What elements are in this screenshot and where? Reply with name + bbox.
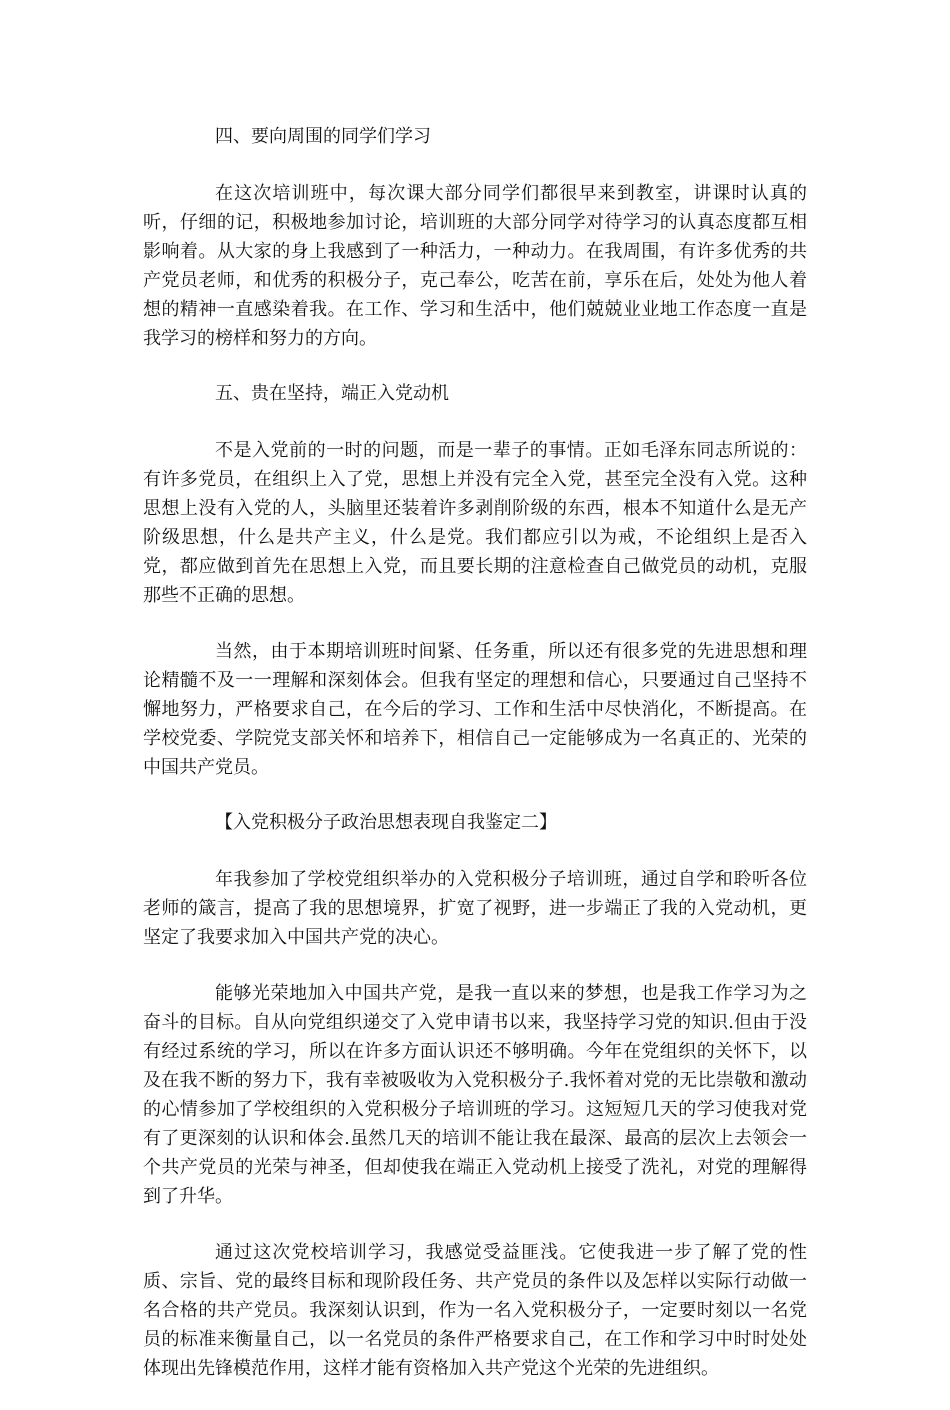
paragraph-conclusion: 当然，由于本期培训班时间紧、任务重，所以还有很多党的先进思想和理论精髓不及一一理解和深刻体会。但我有坚定的理想和信心，只要通过自己坚持不懈地努力，严格要求自己，在今后的学习、工作和生活中尽快消化，不断提高。在学校党委、学院党支部关怀和培养下，相信自己一定能够成为一名真正的、光荣的中国共产党员。 [143, 641, 807, 778]
paragraph-learn-from-classmates: 在这次培训班中，每次课大部分同学们都很早来到教室，讲课时认真的听，仔细的记，积极地参加讨论，培训班的大部分同学对待学习的认真态度都互相影响着。从大家的身上我感到了一种活力，一种动力。在我周围，有许多优秀的共产党员老师，和优秀的积极分子，克己奉公，吃苦在前，享乐在后，处处为他人着想的精神一直感染着我。在工作、学习和生活中，他们兢兢业业地工作态度一直是我学习的榜样和努力的方向。 [143, 183, 807, 349]
paragraph-training-benefit: 通过这次党校培训学习，我感觉受益匪浅。它使我进一步了解了党的性质、宗旨、党的最终目标和现阶段任务、共产党员的条件以及怎样以实际行动做一名合格的共产党员。我深刻认识到，作为一名入党积极分子，一定要时刻以一名党员的标准来衡量自己，以一名党员的条件严格要求自己，在工作和学习中时时处处体现出先锋模范作用，这样才能有资格加入共产党这个光荣的先进组织。 [143, 1242, 807, 1379]
paragraph-party-dream: 能够光荣地加入中国共产党，是我一直以来的梦想，也是我工作学习为之奋斗的目标。自从向党组织递交了入党申请书以来，我坚持学习党的知识.但由于没有经过系统的学习，所以在许多方面认识还不够明确。今年在党组织的关怀下，以及在我不断的努力下，我有幸被吸收为入党积极分子.我怀着对党的无比崇敬和激动的心情参加了学校组织的入党积极分子培训班的学习。这短短几天的学习使我对党有了更深刻的认识和体会.虽然几天的培训不能让我在最深、最高的层次上去领会一个共产党员的光荣与神圣，但却使我在端正入党动机上接受了洗礼，对党的理解得到了升华。 [143, 983, 807, 1207]
essay-two-title: 【入党积极分子政治思想表现自我鉴定二】 [215, 812, 557, 833]
paragraph-training-intro: 年我参加了学校党组织举办的入党积极分子培训班，通过自学和聆听各位老师的箴言，提高了我的思想境界，扩宽了视野，进一步端正了我的入党动机，更坚定了我要求加入中国共产党的决心。 [143, 869, 807, 948]
document-body [143, 123, 807, 1410]
paragraph-party-motivation: 不是入党前的一时的问题，而是一辈子的事情。正如毛泽东同志所说的：有许多党员，在组织上入了党，思想上并没有完全入党，甚至完全没有入党。这种思想上没有入党的人，头脑里还装着许多剥削阶级的东西，根本不知道什么是无产阶级思想，什么是共产主义，什么是党。我们都应引以为戒，不论组织上是否入党，都应做到首先在思想上入党，而且要长期的注意检查自己做党员的动机，克服那些不正确的思想。 [143, 440, 807, 606]
section-heading-4: 四、要向周围的同学们学习 [215, 126, 431, 147]
section-heading-5: 五、贵在坚持，端正入党动机 [215, 383, 449, 404]
